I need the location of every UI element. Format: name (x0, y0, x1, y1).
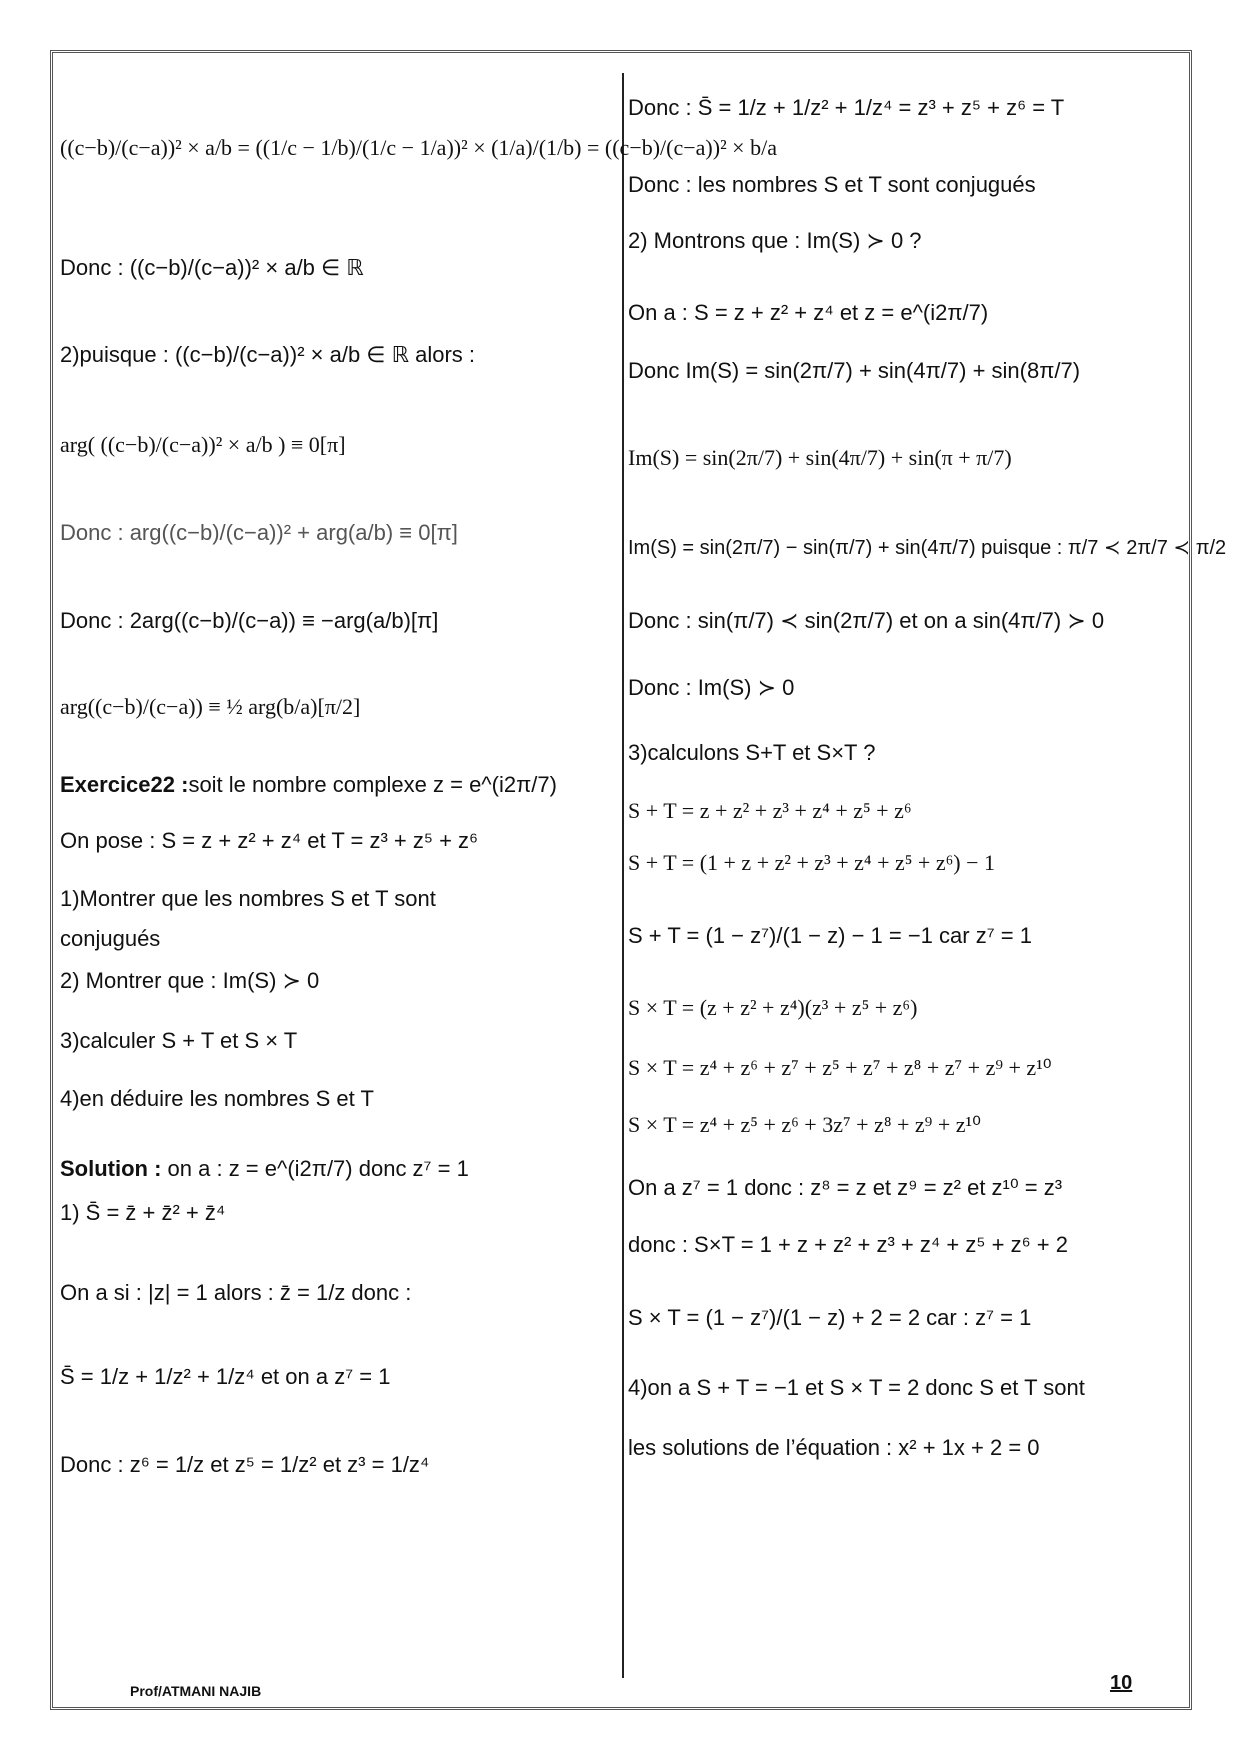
line-r5: Donc Im(S) = sin(2π/7) + sin(4π/7) + sin(8π/7) (628, 358, 1081, 383)
column-divider (622, 73, 624, 1678)
line-r7: Im(S) = sin(2π/7) − sin(π/7) + sin(4π/7) puisque : π/7 ≺ 2π/7 ≺ π/2 (628, 537, 1227, 559)
line-l17: On a si : |z| = 1 alors : z̄ = 1/z donc : (60, 1280, 412, 1305)
line-l7: arg((c−b)/(c−a)) ≡ ½ arg(b/a)[π/2] (60, 694, 361, 719)
line-r21: les solutions de l’équation : x² + 1x + 2 = 0 (628, 1435, 1040, 1460)
line-r4: On a : S = z + z² + z⁴ et z = e^(i2π/7) (628, 300, 989, 325)
line-l8 (60, 770, 557, 800)
line-l14: 4)en déduire les nombres S et T (60, 1086, 374, 1111)
line-r16: S × T = z⁴ + z⁵ + z⁶ + 3z⁷ + z⁸ + z⁹ + z¹⁰ (628, 1112, 981, 1137)
line-l19: Donc : z⁶ = 1/z et z⁵ = 1/z² et z³ = 1/z⁴ (60, 1452, 430, 1477)
line-r1: Donc : S̄ = 1/z + 1/z² + 1/z⁴ = z³ + z⁵ + z⁶ = T (628, 95, 1065, 120)
line-l12: 2) Montrer que : Im(S) ≻ 0 (60, 968, 320, 993)
line-l18: S̄ = 1/z + 1/z² + 1/z⁴ et on a z⁷ = 1 (60, 1364, 391, 1389)
line-l11: conjugués (60, 926, 161, 951)
line-l2: Donc : ((c−b)/(c−a))² × a/b ∈ ℝ (60, 255, 364, 280)
line-l9: On pose : S = z + z² + z⁴ et T = z³ + z⁵ + z⁶ (60, 828, 479, 853)
line-r17: On a z⁷ = 1 donc : z⁸ = z et z⁹ = z² et z¹⁰ = z³ (628, 1175, 1063, 1200)
page-number: 10 (1110, 1672, 1133, 1694)
line-r11: S + T = z + z² + z³ + z⁴ + z⁵ + z⁶ (628, 798, 912, 823)
line-r9: Donc : Im(S) ≻ 0 (628, 675, 795, 700)
exercise-label: Exercice22 : (60, 772, 189, 797)
line-r19: S × T = (1 − z⁷)/(1 − z) + 2 = 2 car : z⁷ = 1 (628, 1305, 1032, 1330)
line-r13: S + T = (1 − z⁷)/(1 − z) − 1 = −1 car z⁷ = 1 (628, 923, 1032, 948)
exercise-text: soit le nombre complexe z = e^(i2π/7) (188, 772, 557, 797)
line-r3: 2) Montrons que : Im(S) ≻ 0 ? (628, 228, 922, 253)
line-l3: 2)puisque : ((c−b)/(c−a))² × a/b ∈ ℝ alors : (60, 342, 476, 367)
line-l6: Donc : 2arg((c−b)/(c−a)) ≡ −arg(a/b)[π] (60, 608, 439, 633)
author-signature: Prof/ATMANI NAJIB (130, 1683, 262, 1699)
line-r18: donc : S×T = 1 + z + z² + z³ + z⁴ + z⁵ + z⁶ + 2 (628, 1232, 1068, 1257)
line-r12: S + T = (1 + z + z² + z³ + z⁴ + z⁵ + z⁶) − 1 (628, 850, 995, 875)
line-l4: arg( ((c−b)/(c−a))² × a/b ) ≡ 0[π] (60, 432, 346, 457)
solution-label: Solution : (60, 1156, 162, 1181)
line-l15 (60, 1154, 469, 1184)
line-r2: Donc : les nombres S et T sont conjugués (628, 172, 1036, 197)
line-l10: 1)Montrer que les nombres S et T sont (60, 886, 436, 911)
line-l1: ((c−b)/(c−a))² × a/b = ((1/c − 1/b)/(1/c − 1/a))² × (1/a)/(1/b) = ((c−b)/(c−a))² × b/a (60, 135, 777, 160)
line-r15: S × T = z⁴ + z⁶ + z⁷ + z⁵ + z⁷ + z⁸ + z⁷ + z⁹ + z¹⁰ (628, 1055, 1052, 1080)
line-r20: 4)on a S + T = −1 et S × T = 2 donc S et T sont (628, 1375, 1085, 1400)
line-r10: 3)calculons S+T et S×T ? (628, 740, 876, 765)
line-l16: 1) S̄ = z̄ + z̄² + z̄⁴ (60, 1200, 226, 1225)
line-r8: Donc : sin(π/7) ≺ sin(2π/7) et on a sin(4π/7) ≻ 0 (628, 608, 1105, 633)
line-r14: S × T = (z + z² + z⁴)(z³ + z⁵ + z⁶) (628, 995, 918, 1020)
line-l13: 3)calculer S + T et S × T (60, 1028, 298, 1053)
line-r6: Im(S) = sin(2π/7) + sin(4π/7) + sin(π + π/7) (628, 445, 1012, 470)
solution-text: on a : z = e^(i2π/7) donc z⁷ = 1 (161, 1156, 469, 1181)
line-l5: Donc : arg((c−b)/(c−a))² + arg(a/b) ≡ 0[π] (60, 520, 458, 545)
